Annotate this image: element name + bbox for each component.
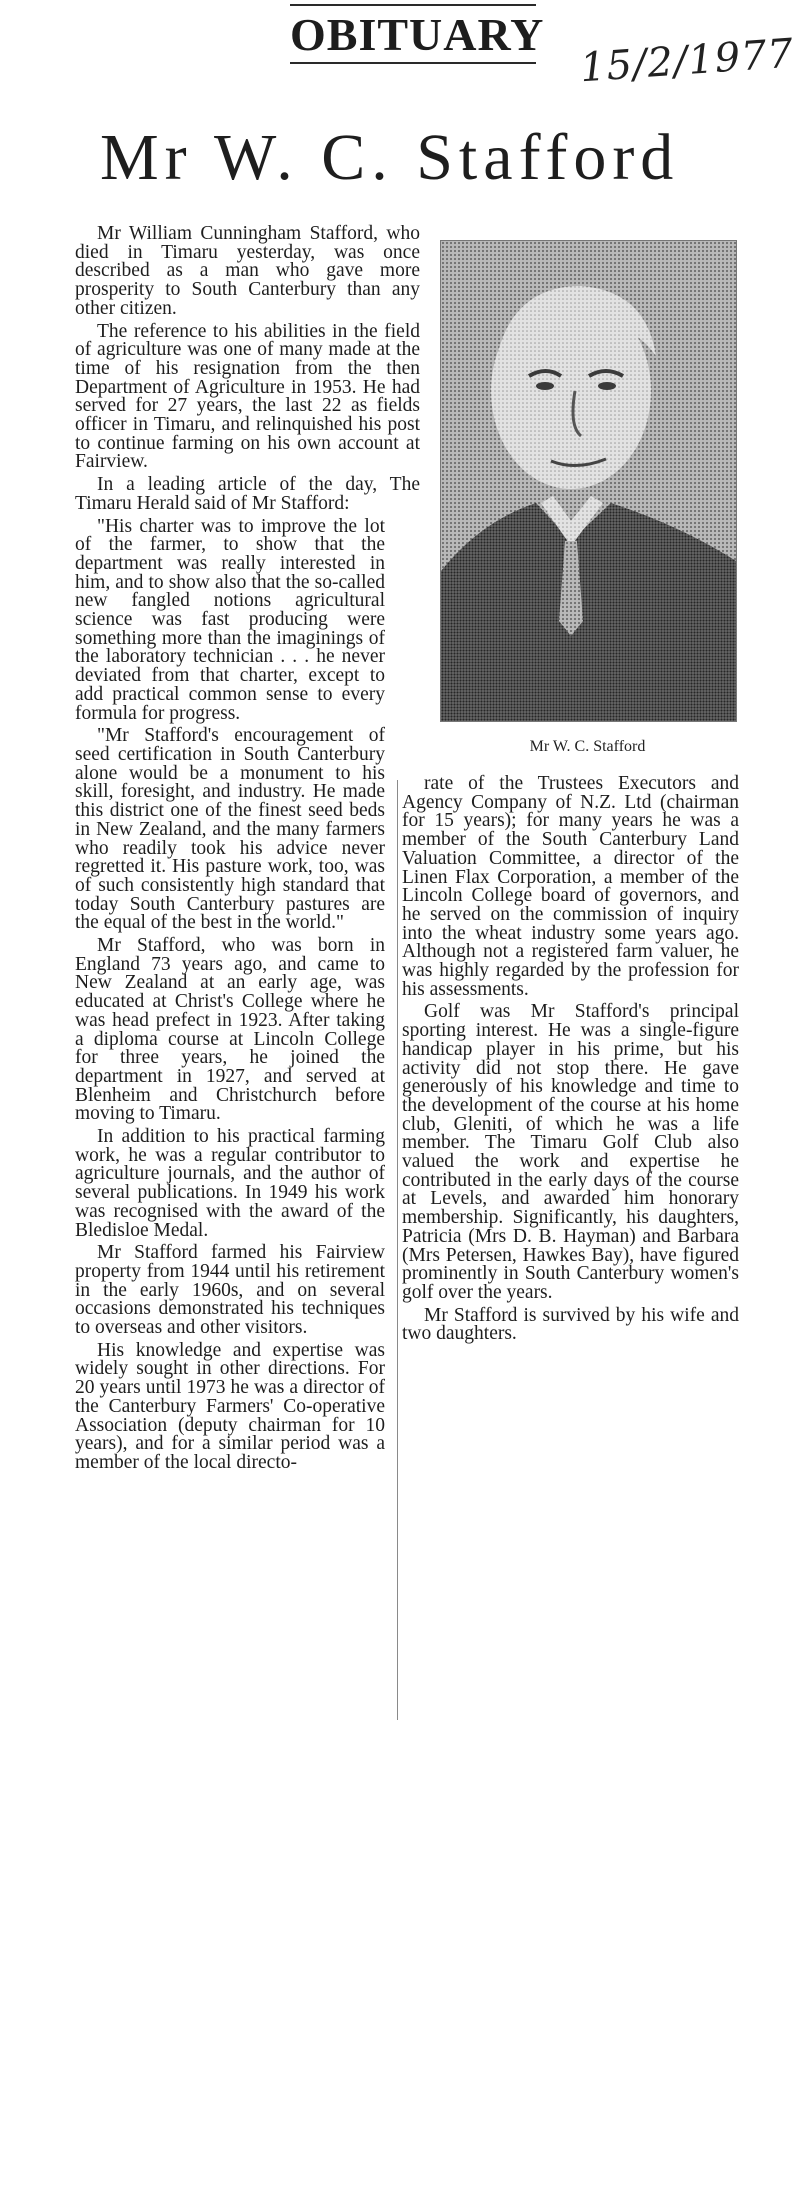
column-divider xyxy=(397,780,398,1720)
article-paragraph: rate of the Trustees Executors and Agency Company of N.Z. Ltd (chairman for 15 years); for many years he was a member of the South Canterbury Land Valuation Committee, a director of the Linen Flax Corporation, a member of the Lincoln College board of governors, and he served on the commission of inquiry into the wheat industry some years ago. Although not a registered farm valuer, he was highly regarded by the profession for his assessments. xyxy=(402,773,739,1000)
article-paragraph: Mr Stafford is survived by his wife and two daughters. xyxy=(402,1304,739,1345)
article-paragraph: Mr Stafford, who was born in England 73 years ago, and came to New Zealand at an early age, was educated at Christ's College where he was head prefect in 1923. After taking a diploma course at Lincoln College for three years, he joined the department in 1927, and served at Blenheim and Christchurch before moving to Timaru. xyxy=(75,935,385,1125)
handwritten-date: 15/2/1977 xyxy=(578,30,795,92)
article-paragraph: The reference to his abilities in the field of agriculture was one of many made at the time of his resignation from the then Department of Agriculture in 1953. He had served for 27 years, the last 22 as fields officer in Timaru, and relinquished his post to continue farming on his own account at Fairview. xyxy=(75,320,420,473)
header xyxy=(0,0,795,200)
left-bottom-block xyxy=(75,515,385,1473)
article-paragraph: "Mr Stafford's encouragement of seed certification in South Canterbury alone would be a monument to his skill, foresight, and industry. He made this district one of the finest seed beds in New Zealand, and the many farmers who readily took his advice never regretted it. His pasture work, too, was of such consistently high standard that today South Canterbury pastures are the equal of the best in the world." xyxy=(75,725,385,934)
article-paragraph: Mr Stafford farmed his Fairview property from 1944 until his retirement in the early 1960s, and on several occasions demonstrated his techniques to overseas and other visitors. xyxy=(75,1242,385,1339)
article-paragraph: In addition to his practical farming work, he was a regular contributor to agriculture journals, and the author of several publications. In 1949 his work was recognised with the award of the Bledisloe Medal. xyxy=(75,1126,385,1241)
article-column-left-top xyxy=(75,225,420,1477)
article-paragraph: Golf was Mr Stafford's principal sporting interest. He was a single-figure handicap player in his prime, but his activity did not stop there. He gave generously of his knowledge and time to the development of the course at his home club, Gleniti, of which he was a life member. The Timaru Golf Club also valued the work and expertise he contributed in the early days of the course at Levels, and awarded him honorary membership. Significantly, his daughters, Patricia (Mrs D. B. Hayman) and Barbara (Mrs Petersen, Hawkes Bay), have figured prominently in South Canterbury women's golf over the years. xyxy=(402,1001,739,1303)
rule-top xyxy=(290,4,536,6)
portrait-image xyxy=(441,241,736,721)
article-paragraph: His knowledge and expertise was widely sought in other directions. For 20 years until 1973 he was a director of the Canterbury Farmers' Co-operative Association (deputy chairman for 10 years), and for a similar period was a member of the local directo- xyxy=(75,1339,385,1473)
photo-caption: Mr W. C. Stafford xyxy=(529,738,646,755)
article-column-right xyxy=(402,775,739,1348)
rule-bottom xyxy=(290,62,536,64)
left-top-block xyxy=(75,225,420,514)
portrait-photo xyxy=(440,240,737,722)
section-title: OBITUARY xyxy=(290,9,545,60)
headline: Mr W. C. Stafford xyxy=(100,121,680,194)
article-paragraph: In a leading article of the day, The Timaru Herald said of Mr Stafford: xyxy=(75,474,420,514)
article-paragraph: Mr William Cunningham Stafford, who died in Timaru yesterday, was once described as a man who gave more prosperity to South Canterbury than any other citizen. xyxy=(75,223,420,319)
article-paragraph: "His charter was to improve the lot of the farmer, to show that the department was really interested in him, and to show also that the so-called new fangled notions agricultural science was fast producing were something more than the imaginings of the laboratory technician . . . he never deviated from that charter, except to add practical common sense to every formula for progress. xyxy=(75,515,385,724)
